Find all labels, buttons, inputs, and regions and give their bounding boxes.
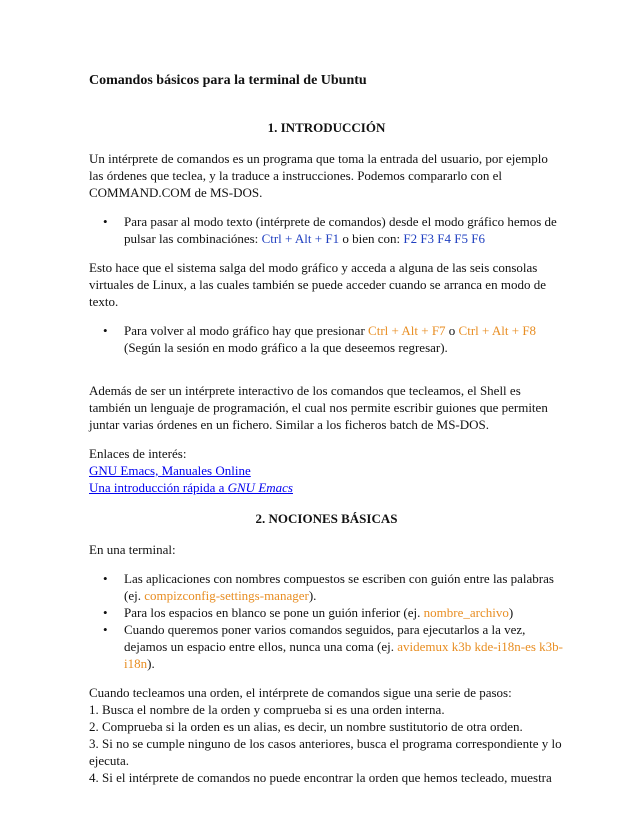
section-heading-nociones: 2. NOCIONES BÁSICAS: [255, 511, 398, 526]
code-example-nombre-archivo: nombre_archivo: [423, 605, 509, 620]
code-example-compizconfig: compizconfig-settings-manager: [144, 588, 309, 603]
step-1: 1. Busca el nombre de la orden y comprueba si es una orden interna.: [89, 702, 445, 717]
key-combo-ctrl-alt-f8: Ctrl + Alt + F8: [458, 323, 537, 338]
bullet-text-connector: o bien con:: [339, 231, 404, 246]
bullet-text-tail: (Según la sesión en modo gráfico a la que deseemos regresar).: [124, 340, 448, 355]
link-text: Una introducción rápida a: [89, 480, 228, 495]
links-label: Enlaces de interés:: [89, 446, 187, 461]
paragraph-interprete: Un intérprete de comandos es un programa que toma la entrada del usuario, por ejemplo las órdenes que teclea, y la traduce a instrucciones. Podemos compararlo con el COMMAND.COM de MS-DOS.: [89, 151, 548, 200]
code-example-avidemux: avidemux k3b kde-i18n-es k3b-i18n: [124, 639, 563, 671]
link-gnu-emacs-manuales[interactable]: GNU Emacs, Manuales Online: [89, 463, 251, 478]
bullet-text: Cuando queremos poner varios comandos seguidos, para ejecutarlos a la vez, dejamos un espacio entre ellos, nunca una coma (ej.: [124, 622, 526, 654]
list-item: [89, 322, 564, 356]
bullet-text-tail: ).: [147, 656, 155, 671]
key-combo-ctrl-alt-f1: Ctrl + Alt + F1: [261, 231, 340, 246]
bullet-list-convenciones: [89, 570, 564, 672]
link-text-emphasis: GNU Emacs: [227, 480, 293, 495]
list-item: [89, 621, 564, 672]
bullet-text-tail: ): [508, 605, 514, 620]
bullet-list-modo-texto: [89, 213, 564, 247]
paragraph-consolas: Esto hace que el sistema salga del modo gráfico y acceda a alguna de las seis consolas virtuales de Linux, a las cuales también se puede acceder cuando se arranca en modo de texto.: [89, 260, 546, 309]
step-2: 2. Comprueba si la orden es un alias, es decir, un nombre sustitutorio de otra orden.: [89, 719, 523, 734]
list-item: [89, 213, 564, 247]
link-introduccion-emacs[interactable]: [89, 480, 293, 495]
bullet-text: Para los espacios en blanco se pone un guión inferior (ej.: [124, 605, 424, 620]
paragraph-terminal-intro: En una terminal:: [89, 542, 176, 557]
bullet-list-modo-grafico: [89, 322, 564, 356]
list-item: [89, 604, 564, 621]
bullet-text: Las aplicaciones con nombres compuestos se escriben con guión entre las palabras (ej.: [124, 571, 554, 603]
bullet-text: Para pasar al modo texto (intérprete de comandos) desde el modo gráfico hemos de pulsar las combinaciónes:: [124, 214, 557, 246]
paragraph-pasos-intro: Cuando tecleamos una orden, el intérprete de comandos sigue una serie de pasos:: [89, 685, 512, 700]
paragraph-shell: Además de ser un intérprete interactivo de los comandos que tecleamos, el Shell es también un lenguaje de programación, el cual nos permite escribir guiones que permiten juntar varias órdenes en un fichero. Similar a los ficheros batch de MS-DOS.: [89, 383, 548, 432]
step-4: 4. Si el intérprete de comandos no puede encontrar la orden que hemos tecleado, muestra: [89, 770, 552, 785]
key-combo-f2-f6: F2 F3 F4 F5 F6: [403, 231, 485, 246]
bullet-text: Para volver al modo gráfico hay que presionar: [124, 323, 369, 338]
list-item: [89, 570, 564, 604]
step-3: 3. Si no se cumple ninguno de los casos anteriores, busca el programa correspondiente y lo ejecuta.: [89, 736, 562, 768]
bullet-text-connector: o: [445, 323, 459, 338]
bullet-text-tail: ).: [308, 588, 317, 603]
section-heading-introduccion: 1. INTRODUCCIÓN: [267, 120, 386, 135]
document-title: Comandos básicos para la terminal de Ubuntu: [89, 73, 367, 88]
document-page: [89, 72, 564, 786]
key-combo-ctrl-alt-f7: Ctrl + Alt + F7: [368, 323, 446, 338]
